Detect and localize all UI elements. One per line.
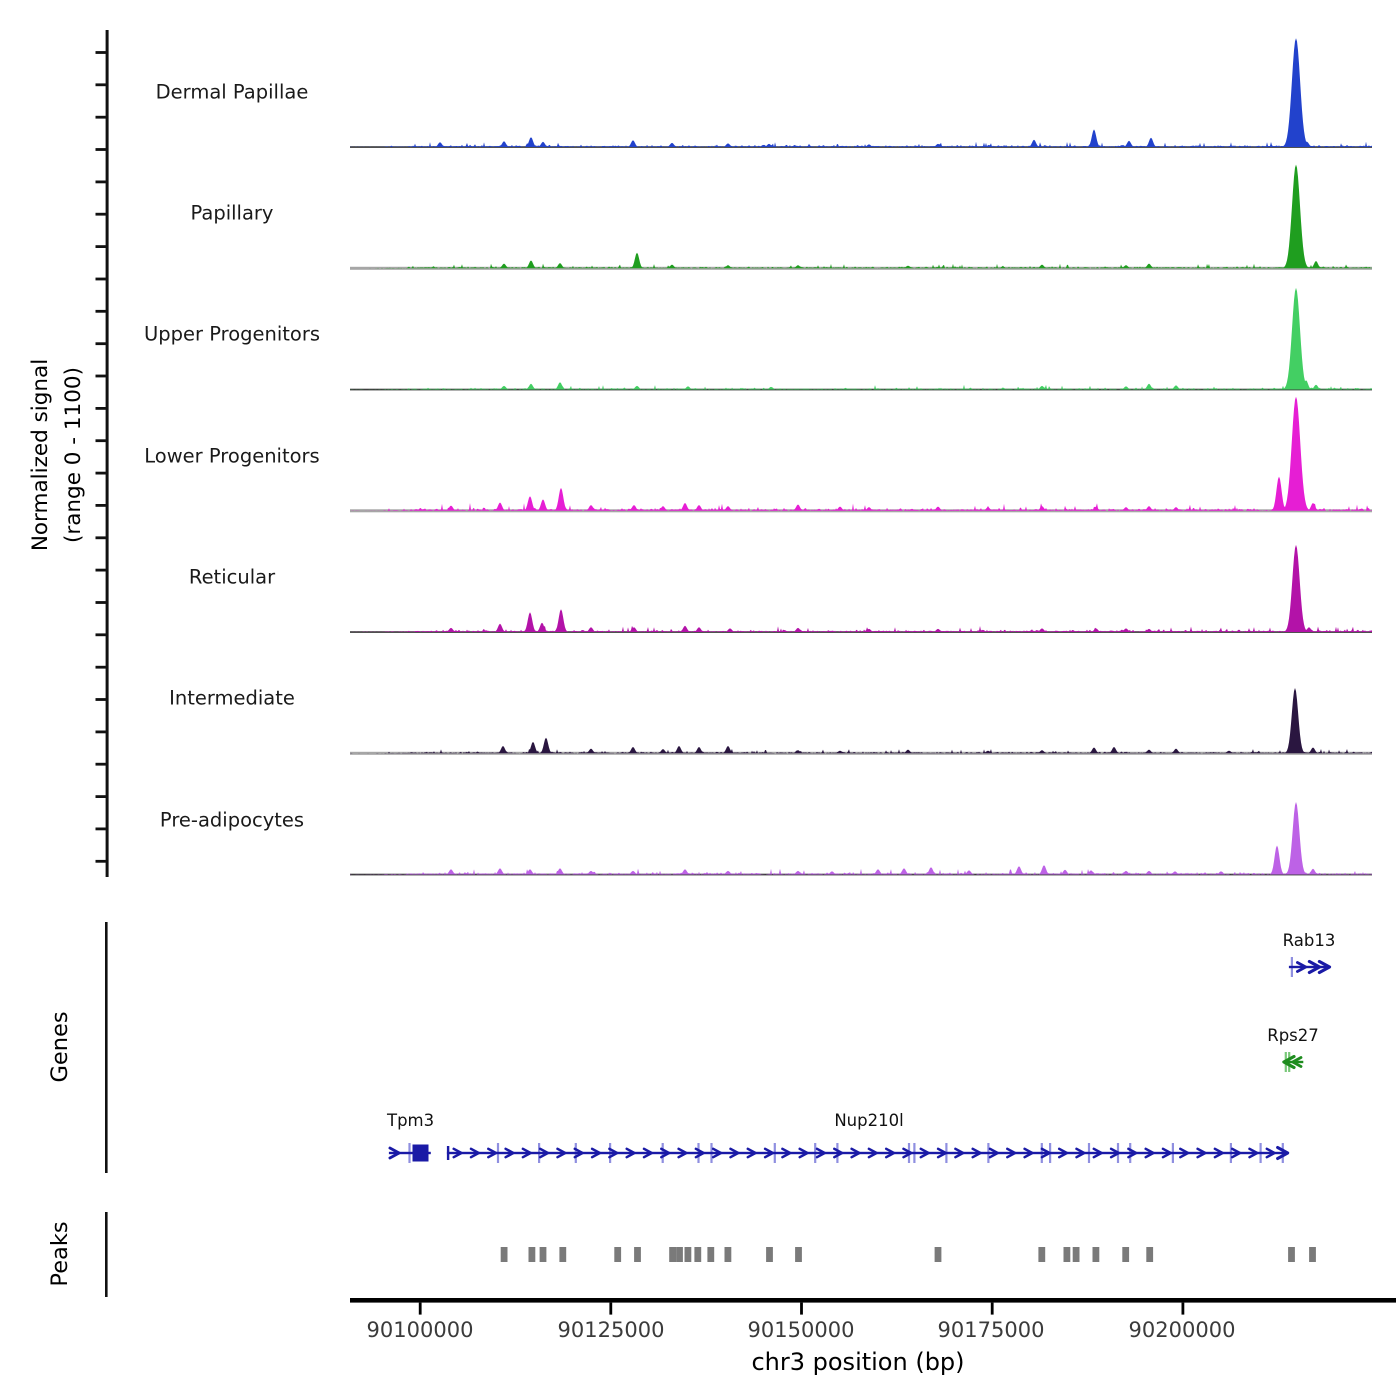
- peak-interval: [935, 1247, 942, 1262]
- peak-interval: [1093, 1247, 1100, 1262]
- y-axis-tick: [96, 310, 106, 313]
- y-axis-tick: [96, 731, 106, 734]
- x-tick-label-90200000: 90200000: [1128, 1318, 1236, 1342]
- y-axis-tick: [96, 245, 106, 248]
- x-tick-label-90150000: 90150000: [747, 1318, 855, 1342]
- gene-body-line: [447, 1152, 1285, 1154]
- peak-interval: [766, 1247, 773, 1262]
- signal-area-dermal-papillae: [350, 38, 1372, 147]
- peaks-section-label: Peaks: [47, 1221, 73, 1287]
- y-axis-tick: [96, 181, 106, 184]
- genes-section-label: Genes: [47, 1011, 73, 1083]
- peak-interval: [1073, 1247, 1080, 1262]
- y-axis-tick: [96, 472, 106, 475]
- x-tick-label-90125000: 90125000: [557, 1318, 665, 1342]
- x-tick-label-90175000: 90175000: [937, 1318, 1045, 1342]
- signal-area-pre-adipocytes: [350, 802, 1372, 875]
- y-axis-tick: [96, 601, 106, 604]
- peak-interval: [669, 1247, 676, 1262]
- peak-interval: [795, 1247, 802, 1262]
- peak-interval: [1038, 1247, 1045, 1262]
- y-axis-label-line2: (range 0 - 1100): [61, 367, 86, 543]
- x-axis-tick: [991, 1303, 994, 1315]
- x-tick-label-90100000: 90100000: [366, 1318, 474, 1342]
- y-axis-tick: [96, 504, 106, 507]
- x-axis-tick: [1182, 1303, 1185, 1315]
- y-axis-tick: [96, 148, 106, 151]
- y-axis-tick: [96, 536, 106, 539]
- x-axis-tick: [419, 1303, 422, 1315]
- track-label-upper-progenitors: Upper Progenitors: [143, 322, 321, 346]
- signal-area-intermediate: [350, 688, 1372, 753]
- peak-interval: [614, 1247, 621, 1262]
- gene-label-rps27: Rps27: [1267, 1026, 1319, 1045]
- gene-start-tick: [447, 1146, 449, 1160]
- gene-label-rab13: Rab13: [1282, 931, 1336, 950]
- peak-interval: [1288, 1247, 1295, 1262]
- y-axis-label-line1: Normalized signal: [28, 358, 53, 552]
- y-axis-tick: [96, 439, 106, 442]
- peak-interval: [676, 1247, 683, 1262]
- peak-interval: [707, 1247, 714, 1262]
- peaks-axis-line: [105, 1212, 108, 1297]
- peak-interval: [725, 1247, 732, 1262]
- y-axis-tick: [96, 375, 106, 378]
- peak-interval: [1122, 1247, 1129, 1262]
- peak-interval: [1064, 1247, 1071, 1262]
- x-axis-tick: [609, 1303, 612, 1315]
- y-axis-label: [24, 359, 90, 551]
- track-label-dermal-papillae: Dermal Papillae: [155, 80, 309, 104]
- track-label-intermediate: Intermediate: [169, 686, 295, 710]
- track-label-reticular: Reticular: [188, 565, 276, 589]
- y-axis-tick: [96, 860, 106, 863]
- genes-axis-line: [105, 922, 108, 1173]
- x-axis-tick: [800, 1303, 803, 1315]
- y-axis-tick: [96, 51, 106, 54]
- x-axis-line: [350, 1298, 1396, 1303]
- peak-interval: [540, 1247, 547, 1262]
- peak-interval: [685, 1247, 692, 1262]
- y-axis-tick: [96, 633, 106, 636]
- peak-interval: [634, 1247, 641, 1262]
- x-axis-label: chr3 position (bp): [751, 1348, 965, 1376]
- peak-interval: [1309, 1247, 1316, 1262]
- y-axis-tick: [96, 795, 106, 798]
- peak-interval: [1146, 1247, 1153, 1262]
- signal-area-papillary: [350, 165, 1372, 269]
- peak-interval: [694, 1247, 701, 1262]
- gene-label-tpm3: Tpm3: [387, 1111, 435, 1130]
- track-label-lower-progenitors: Lower Progenitors: [144, 444, 320, 468]
- y-axis-tick: [96, 116, 106, 119]
- track-label-pre-adipocytes: Pre-adipocytes: [159, 808, 305, 832]
- peak-interval: [501, 1247, 508, 1262]
- gene-label-nup210l: Nup210l: [834, 1111, 904, 1130]
- y-axis-tick: [96, 666, 106, 669]
- y-axis-tick: [96, 407, 106, 410]
- y-axis-tick: [96, 278, 106, 281]
- gene-cds-block: [413, 1145, 429, 1162]
- peak-interval: [559, 1247, 566, 1262]
- signal-area-lower-progenitors: [350, 397, 1372, 511]
- y-axis-tick: [96, 763, 106, 766]
- peak-interval: [529, 1247, 536, 1262]
- signal-area-upper-progenitors: [350, 288, 1372, 390]
- track-label-papillary: Papillary: [190, 201, 274, 225]
- signal-area-reticular: [350, 545, 1372, 632]
